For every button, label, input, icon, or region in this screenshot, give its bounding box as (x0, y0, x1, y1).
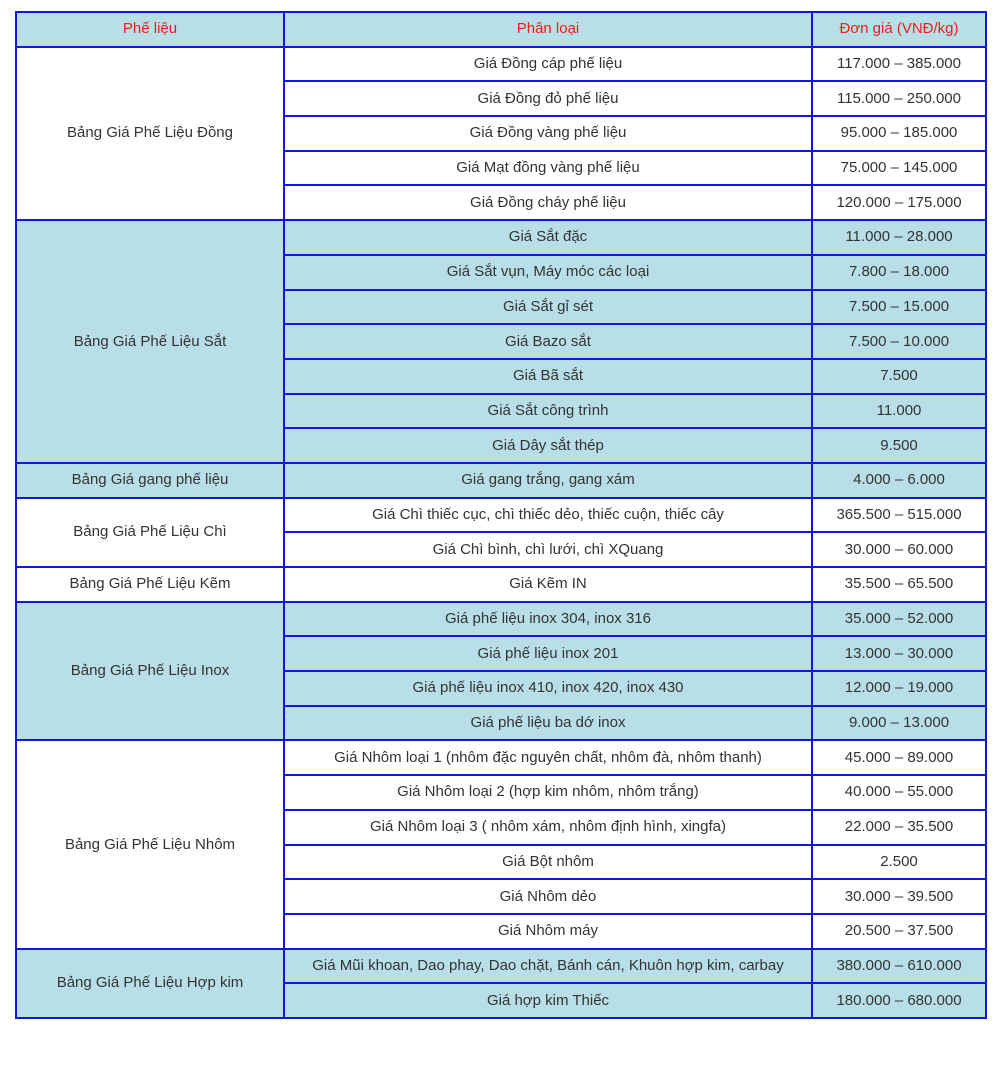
type-cell: Giá phế liệu inox 410, inox 420, inox 430 (284, 671, 812, 706)
type-cell: Giá Nhôm loại 3 ( nhôm xám, nhôm định hình, xingfa) (284, 810, 812, 845)
price-cell: 13.000 – 30.000 (812, 636, 986, 671)
table-row (16, 949, 986, 984)
type-cell: Giá Bã sắt (284, 359, 812, 394)
category-cell: Bảng Giá Phế Liệu Chì (16, 498, 284, 567)
price-cell: 12.000 – 19.000 (812, 671, 986, 706)
type-cell: Giá Nhôm máy (284, 914, 812, 949)
table-row (16, 47, 986, 82)
price-cell: 9.500 (812, 428, 986, 463)
type-cell: Giá Sắt đặc (284, 220, 812, 255)
price-cell: 365.500 – 515.000 (812, 498, 986, 533)
price-cell: 11.000 (812, 394, 986, 429)
price-cell: 95.000 – 185.000 (812, 116, 986, 151)
type-cell: Giá phế liệu inox 201 (284, 636, 812, 671)
type-cell: Giá Mạt đồng vàng phế liệu (284, 151, 812, 186)
price-cell: 120.000 – 175.000 (812, 185, 986, 220)
price-cell: 7.500 (812, 359, 986, 394)
type-cell: Giá Sắt công trình (284, 394, 812, 429)
type-cell: Giá Đồng cháy phế liệu (284, 185, 812, 220)
table-header-row (16, 12, 986, 47)
category-cell: Bảng Giá Phế Liệu Đồng (16, 47, 284, 220)
category-cell: Bảng Giá Phế Liệu Nhôm (16, 740, 284, 948)
type-cell: Giá Sắt gỉ sét (284, 290, 812, 325)
price-cell: 380.000 – 610.000 (812, 949, 986, 984)
category-cell: Bảng Giá Phế Liệu Inox (16, 602, 284, 741)
type-cell: Giá Nhôm loại 2 (hợp kim nhôm, nhôm trắng) (284, 775, 812, 810)
header-scrap: Phế liệu (16, 12, 284, 47)
type-cell: Giá Bột nhôm (284, 845, 812, 880)
price-cell: 4.000 – 6.000 (812, 463, 986, 498)
price-cell: 40.000 – 55.000 (812, 775, 986, 810)
type-cell: Giá Nhôm loại 1 (nhôm đặc nguyên chất, nhôm đà, nhôm thanh) (284, 740, 812, 775)
price-cell: 35.500 – 65.500 (812, 567, 986, 602)
category-cell: Bảng Giá Phế Liệu Kẽm (16, 567, 284, 602)
price-cell: 117.000 – 385.000 (812, 47, 986, 82)
category-cell: Bảng Giá gang phế liệu (16, 463, 284, 498)
price-cell: 9.000 – 13.000 (812, 706, 986, 741)
table-row (16, 602, 986, 637)
price-cell: 11.000 – 28.000 (812, 220, 986, 255)
type-cell: Giá Nhôm dẻo (284, 879, 812, 914)
price-cell: 75.000 – 145.000 (812, 151, 986, 186)
table-row (16, 567, 986, 602)
category-cell: Bảng Giá Phế Liệu Sắt (16, 220, 284, 463)
table-row (16, 220, 986, 255)
price-cell: 20.500 – 37.500 (812, 914, 986, 949)
type-cell: Giá hợp kim Thiếc (284, 983, 812, 1018)
scrap-price-table (15, 11, 987, 1019)
type-cell: Giá Chì bình, chì lưới, chì XQuang (284, 532, 812, 567)
type-cell: Giá Đồng đỏ phế liệu (284, 81, 812, 116)
price-cell: 115.000 – 250.000 (812, 81, 986, 116)
price-cell: 45.000 – 89.000 (812, 740, 986, 775)
type-cell: Giá Bazo sắt (284, 324, 812, 359)
price-cell: 7.500 – 15.000 (812, 290, 986, 325)
type-cell: Giá Dây sắt thép (284, 428, 812, 463)
type-cell: Giá Chì thiếc cục, chì thiếc dẻo, thiếc cuộn, thiếc cây (284, 498, 812, 533)
price-cell: 30.000 – 39.500 (812, 879, 986, 914)
type-cell: Giá Kẽm IN (284, 567, 812, 602)
price-cell: 180.000 – 680.000 (812, 983, 986, 1018)
type-cell: Giá gang trắng, gang xám (284, 463, 812, 498)
type-cell: Giá Sắt vụn, Máy móc các loại (284, 255, 812, 290)
price-cell: 7.800 – 18.000 (812, 255, 986, 290)
type-cell: Giá phế liệu ba dớ inox (284, 706, 812, 741)
type-cell: Giá phế liệu inox 304, inox 316 (284, 602, 812, 637)
price-cell: 35.000 – 52.000 (812, 602, 986, 637)
header-type: Phân loại (284, 12, 812, 47)
table-row (16, 498, 986, 533)
category-cell: Bảng Giá Phế Liệu Hợp kim (16, 949, 284, 1018)
type-cell: Giá Đồng vàng phế liệu (284, 116, 812, 151)
table-row (16, 463, 986, 498)
price-cell: 7.500 – 10.000 (812, 324, 986, 359)
price-cell: 2.500 (812, 845, 986, 880)
type-cell: Giá Đồng cáp phế liệu (284, 47, 812, 82)
type-cell: Giá Mũi khoan, Dao phay, Dao chặt, Bánh cán, Khuôn hợp kim, carbay (284, 949, 812, 984)
price-cell: 30.000 – 60.000 (812, 532, 986, 567)
table-row (16, 740, 986, 775)
header-price: Đơn giá (VNĐ/kg) (812, 12, 986, 47)
table-body (16, 47, 986, 1018)
price-cell: 22.000 – 35.500 (812, 810, 986, 845)
